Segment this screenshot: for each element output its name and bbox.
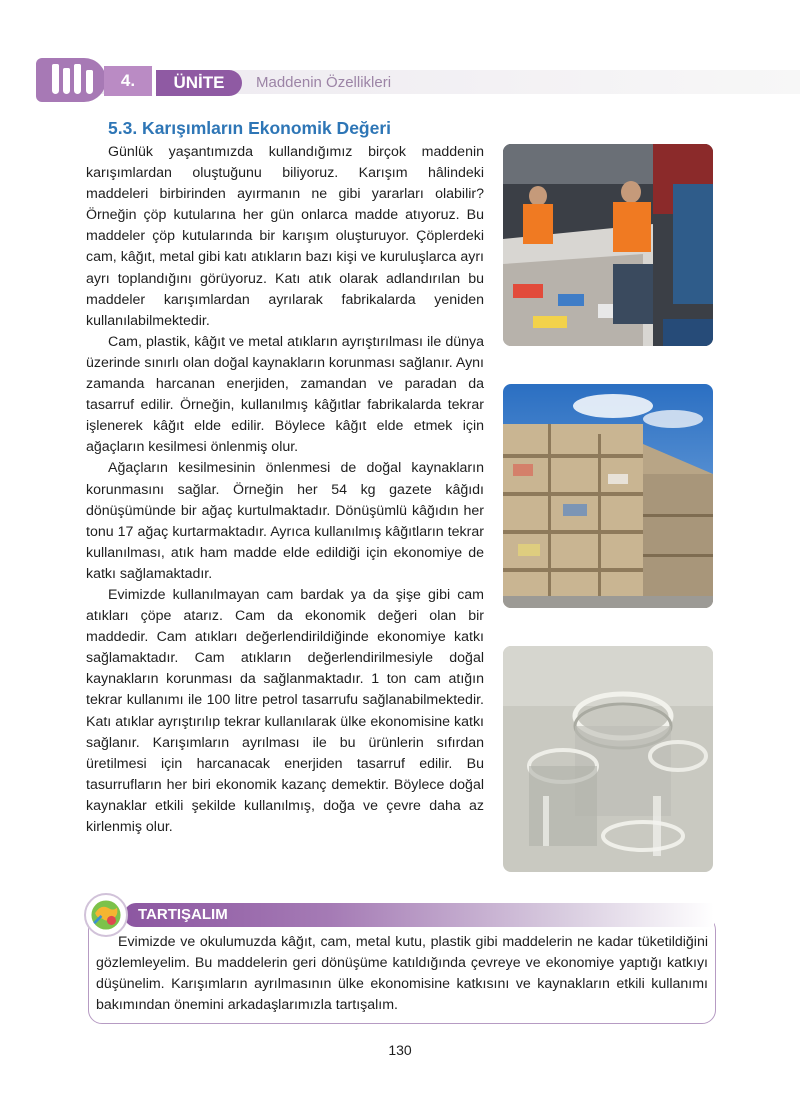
discussion-globe-icon bbox=[84, 893, 128, 937]
page-number: 130 bbox=[388, 1042, 412, 1058]
paragraph: Evimizde kullanılmayan cam bardak ya da şişe gibi cam atıkları çöpe atarız. Cam da ekonomik değeri olan bir maddedir. Cam atıkları değerlendirildiğinde ekonomiye katkı sağlamaktadır. Cam atıkların değerlendirilmesiyle doğal kaynakların korunması da sağlanmaktadır. 1 ton cam atığın tekrar kullanımı ile 100 litre petrol tasarrufu sağlanabilmektedir. Katı atıklar ayrıştırılıp tekrar kullanılarak ülke ekonomisine katkı sağlanır. Karışımların ayrılması ile bu ürünlerin sıfırdan üretilmesi için harcanacak enerjiden tasarruf edilir. Bu tasurrufların her biri ekonomik kazanç demektir. Böylece doğal kaynaklar etkili şekilde kullanılmış, doğa ve çevre daha az kirlenmiş olur. bbox=[86, 586, 484, 835]
paragraph: Cam, plastik, kâğıt ve metal atıkların ayrıştırılması ile dünya üzerinde sınırlı olan doğal kaynakların korunması sağlanır. Aynı zamanda harcanan enerjiden, zamandan ve paradan da tasarruf edilir. Örneğin, kullanılmış kâğıtlar fabrikalarda tekrar işlenerek kâğıt elde edilir. Böylece kâğıt elde etmek için ağaçların kesilmesi önlenmiş olur. bbox=[86, 333, 485, 456]
paper-bales-photo bbox=[503, 384, 713, 608]
glass-jars-photo bbox=[503, 646, 713, 872]
unit-number: 4. bbox=[104, 66, 156, 96]
waste-sorting-photo bbox=[503, 144, 713, 346]
body-text bbox=[86, 142, 484, 838]
discussion-label: TARTIŞALIM bbox=[138, 906, 228, 923]
unit-label: ÜNİTE bbox=[156, 70, 242, 96]
paragraph: Günlük yaşantımızda kullandığımız birçok maddenin karışımlardan oluştuğunu biliyoruz. Karışım hâlindeki maddeleri birbirinden ayırmanın ne gibi yararları olabilir? Örneğin çöp kutularına her gün onlarca madde atıyoruz. Bu maddeler çöp kutularında bir karışım oluşturuyor. Çöplerdeki cam, kâğıt, metal gibi katı atıkların bazı kişi ve kuruluşlarca ayrı ayrı toplandığını görüyoruz. Katı atık olarak adlandırılan bu maddeler karışımlardan ayrılarak fabrikalarda yeniden kullanılabilmektedir. bbox=[86, 144, 484, 329]
discussion-text: Evimizde ve okulumuzda kâğıt, cam, metal kutu, plastik gibi maddelerin ne kadar tüketildiğini gözlemleyelim. Bu maddelerin geri dönüşüme katıldığında çevreye ve ekonomiye yaptığı katkıyı düşünelim. Karışımların ayrılmasının ülke ekonomisine katkısını ve kaynakların etkili kullanımı bakımından önemini arkadaşlarımızla tartışalım. bbox=[96, 934, 708, 1013]
paragraph: Ağaçların kesilmesinin önlenmesi de doğal kaynakların korunmasını sağlar. Örneğin her 54 kg gazete kâğıdı dönüşümünde bir ağaç kurtulmaktadır. Dönüşümlü kâğıdın her tonu 17 ağaç kurtarmaktadır. Ayrıca kullanılmış kâğıtların tekrar kullanılması, atık ham madde elde edildiği için ekonomiye de katkı sağlamaktadır. bbox=[86, 460, 484, 582]
test-tubes-icon bbox=[36, 58, 106, 102]
section-title: 5.3. Karışımların Ekonomik Değeri bbox=[108, 118, 392, 138]
unit-title: Maddenin Özellikleri bbox=[256, 74, 392, 91]
